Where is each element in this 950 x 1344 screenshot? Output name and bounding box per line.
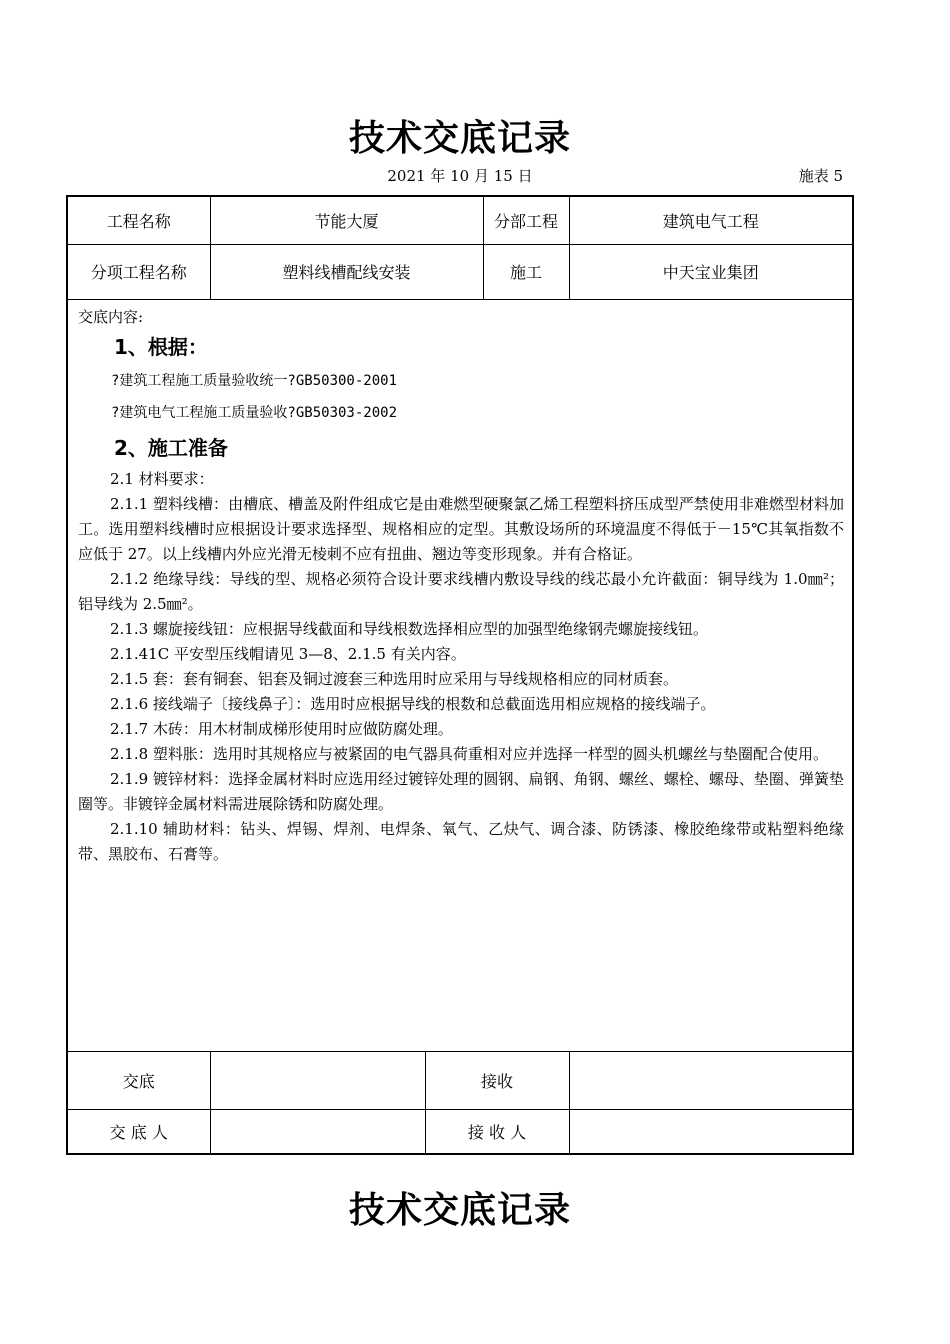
project-name-label: 工程名称 xyxy=(67,196,210,244)
paragraph: 2.1.1 塑料线槽：由槽底、槽盖及附件组成它是由难燃型硬聚氯乙烯工程塑料挤压成型严禁使用非难燃型材料加工。选用塑料线槽时应根据设计要求选择型、规格相应的定型。其敷设场所的环境温度不得低于－15℃其氧指数不应低于 27。以上线槽内外应光滑无棱刺不应有扭曲、翘边等变形现象。并有合格证。 xyxy=(78,494,845,563)
paragraph: 2.1.9 镀锌材料：选择金属材料时应选用经过镀锌处理的圆钢、扁钢、角钢、螺丝、螺栓、螺母、垫圈、弹簧垫圈等。非镀锌金属材料需进展除锈和防腐处理。 xyxy=(78,769,845,813)
handover-label: 交底 xyxy=(67,1051,210,1109)
document-title: 技术交底记录 xyxy=(348,118,571,159)
handover-person-label: 交 底 人 xyxy=(67,1109,210,1154)
construction-label: 施工 xyxy=(483,244,569,299)
paragraph: 2.1.5 套：套有铜套、铝套及铜过渡套三种选用时应采用与导线规格相应的同材质套。 xyxy=(110,669,678,688)
paragraph: 2.1.7 木砖：用木材制成梯形使用时应做防腐处理。 xyxy=(110,719,453,738)
basis-item: ?建筑工程施工质量验收统一?GB50300-2001 xyxy=(111,372,398,389)
content-label: 交底内容: xyxy=(78,307,144,326)
project-name: 节能大厦 xyxy=(210,196,483,244)
paragraph: 2.1.3 螺旋接线钮：应根据导线截面和导线根数选择相应型的加强型绝缘钢壳螺旋接线钮。 xyxy=(110,619,708,638)
receive-person-field[interactable] xyxy=(569,1109,853,1154)
form-number: 施表 5 xyxy=(798,167,843,185)
paragraph: 2.1.6 接线端子〔接线鼻子〕：选用时应根据导线的根数和总截面选用相应规格的接线端子。 xyxy=(110,694,716,713)
receive-person-label: 接 收 人 xyxy=(425,1109,569,1154)
subitem-value: 塑料线槽配线安装 xyxy=(210,244,483,299)
subitem-label: 分项工程名称 xyxy=(67,244,210,299)
next-page-title: 技术交底记录 xyxy=(348,1190,571,1231)
receive-label: 接收 xyxy=(425,1051,569,1109)
basis-item: ?建筑电气工程施工质量验收?GB50303-2002 xyxy=(111,404,398,421)
handover-field[interactable] xyxy=(210,1051,425,1109)
paragraph: 2.1.8 塑料胀：选用时其规格应与被紧固的电气器具荷重相对应并选择一样型的圆头机螺丝与垫圈配合使用。 xyxy=(110,744,828,763)
division-label: 分部工程 xyxy=(483,196,569,244)
paragraph: 2.1 材料要求： xyxy=(110,469,214,488)
division-value: 建筑电气工程 xyxy=(569,196,853,244)
paragraph: 2.1.10 辅助材料：钻头、焊锡、焊剂、电焊条、氧气、乙炔气、调合漆、防锈漆、橡胶绝缘带或粘塑料绝缘带、黑胶布、石膏等。 xyxy=(78,819,845,863)
paragraph: 2.1.2 绝缘导线：导线的型、规格必须符合设计要求线槽内敷设导线的线芯最小允许截面：铜导线为 1.0㎜²；铝导线为 2.5㎜²。 xyxy=(78,569,845,613)
section1-heading: 1、根据： xyxy=(114,334,208,359)
handover-content xyxy=(67,299,853,1051)
handover-form xyxy=(66,195,854,1155)
receive-field[interactable] xyxy=(569,1051,853,1109)
handover-person-field[interactable] xyxy=(210,1109,425,1154)
section2-heading: 2、施工准备 xyxy=(114,435,228,460)
date: 2021 年 10 月 15 日 xyxy=(387,167,533,185)
paragraph: 2.1.41C 平安型压线帽请见 3—8、2.1.5 有关内容。 xyxy=(110,644,466,663)
construction-value: 中天宝业集团 xyxy=(569,244,853,299)
